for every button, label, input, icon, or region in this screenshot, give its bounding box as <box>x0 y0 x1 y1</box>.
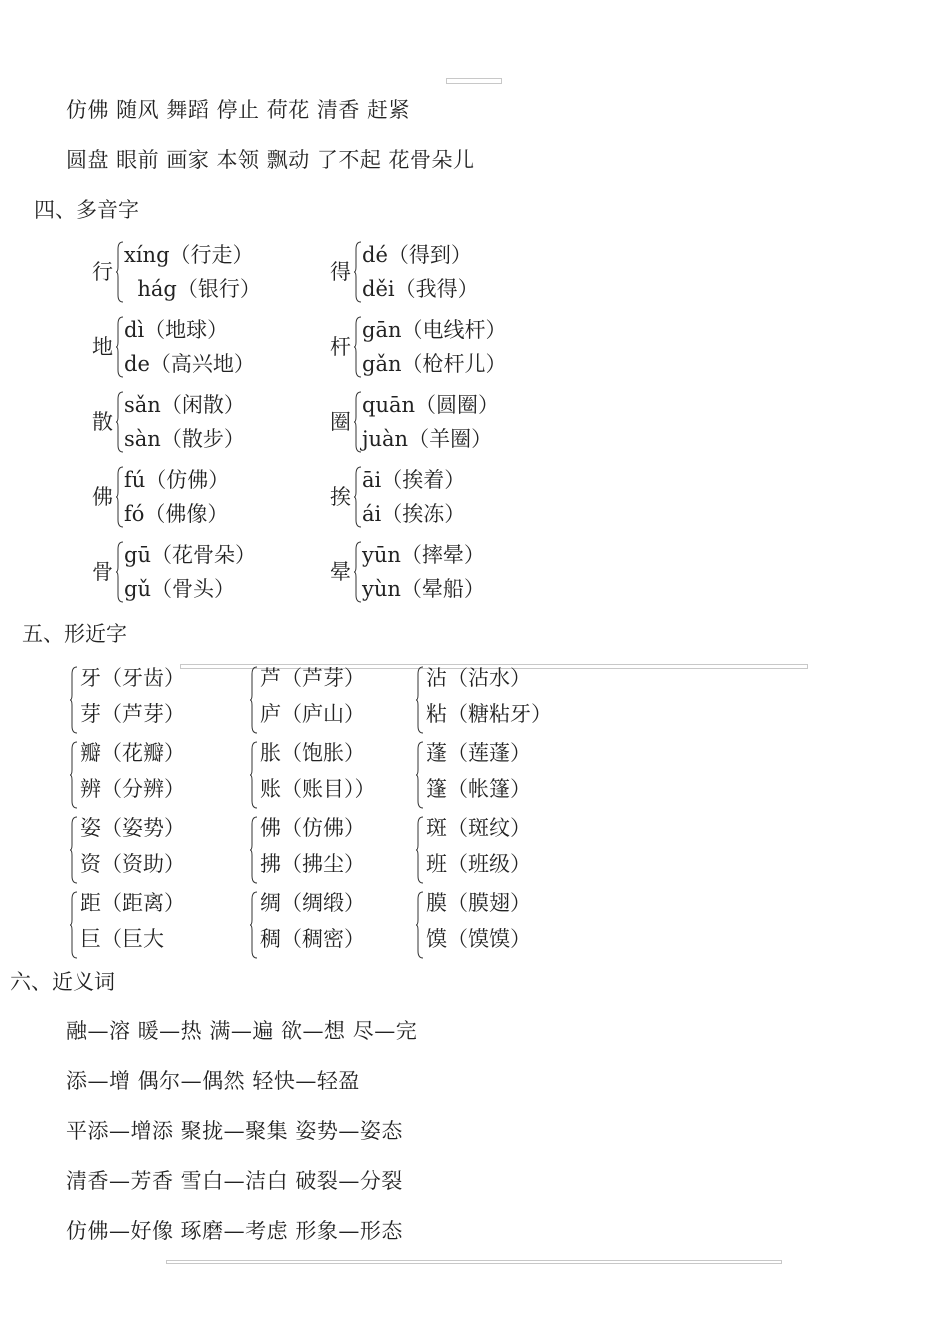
polyphonic-char: 地 <box>92 335 113 359</box>
brace-icon <box>250 741 258 809</box>
pair-line-1: 距（距离） <box>80 891 185 915</box>
reading-2: de（高兴地） <box>124 352 255 376</box>
brace-icon <box>354 466 362 528</box>
polyphonic-char: 散 <box>92 410 113 434</box>
reading-1: fú（仿佛） <box>124 468 230 492</box>
reading-1: gān（电线杆） <box>362 318 507 342</box>
brace-icon <box>416 741 424 809</box>
synonym-row: 清香—芳香 雪白—洁白 破裂—分裂 <box>66 1169 403 1193</box>
pair-line-1: 斑（斑纹） <box>426 816 531 840</box>
reading-2: gǔ（骨头） <box>124 577 235 601</box>
brace-icon <box>416 891 424 959</box>
reading-2: yùn（晕船） <box>362 577 485 601</box>
reading-2: děi（我得） <box>362 277 479 301</box>
synonym-row: 添—增 偶尔—偶然 轻快—轻盈 <box>66 1069 360 1093</box>
reading-1: dé（得到） <box>362 243 472 267</box>
brace-icon <box>354 241 362 303</box>
reading-1: xíng（行走） <box>124 243 254 267</box>
polyphonic-char: 骨 <box>92 560 113 584</box>
synonym-row: 融—溶 暖—热 满—遍 欲—想 尽—完 <box>66 1019 418 1043</box>
brace-icon <box>354 391 362 453</box>
reading-1: dì（地球） <box>124 318 229 342</box>
pair-line-2: 庐（庐山） <box>260 702 365 726</box>
reading-1: yūn（摔晕） <box>362 543 485 567</box>
reading-1: āi（挨着） <box>362 468 466 492</box>
pair-line-1: 绸（绸缎） <box>260 891 365 915</box>
pair-line-1: 芦（芦芽） <box>260 666 365 690</box>
pair-line-1: 姿（姿势） <box>80 816 185 840</box>
pair-line-1: 佛（仿佛） <box>260 816 365 840</box>
brace-icon <box>70 816 78 884</box>
pair-line-1: 蓬（莲蓬） <box>426 741 531 765</box>
section-title-synonyms: 六、近义词 <box>10 970 115 994</box>
brace-icon <box>70 891 78 959</box>
reading-1: quān（圆圈） <box>362 393 500 417</box>
pair-line-2: 稠（稠密） <box>260 927 365 951</box>
divider-top <box>446 78 502 84</box>
pair-line-2: 馍（馍馍） <box>426 927 531 951</box>
reading-2: juàn（羊圈） <box>362 427 493 451</box>
brace-icon <box>116 241 124 303</box>
brace-icon <box>250 666 258 734</box>
polyphonic-char: 晕 <box>330 560 351 584</box>
brace-icon <box>416 666 424 734</box>
brace-icon <box>116 541 124 603</box>
reading-2: ái（挨冻） <box>362 502 466 526</box>
pair-line-1: 膜（膜翅） <box>426 891 531 915</box>
brace-icon <box>354 541 362 603</box>
polyphonic-char: 圈 <box>330 410 351 434</box>
synonym-row: 仿佛—好像 琢磨—考虑 形象—形态 <box>66 1219 403 1243</box>
reading-1: sǎn（闲散） <box>124 393 245 417</box>
brace-icon <box>116 316 124 378</box>
brace-icon <box>250 816 258 884</box>
pair-line-2: 资（资助） <box>80 852 185 876</box>
brace-icon <box>70 741 78 809</box>
pair-line-1: 沾（沾水） <box>426 666 531 690</box>
reading-2: fó（佛像） <box>124 502 229 526</box>
vocab-row-1: 仿佛 随风 舞蹈 停止 荷花 清香 赶紧 <box>66 98 411 122</box>
reading-2: gǎn（枪杆儿） <box>362 352 507 376</box>
polyphonic-char: 佛 <box>92 485 113 509</box>
pair-line-2: 巨（巨大 <box>80 927 164 951</box>
polyphonic-char: 得 <box>330 260 351 284</box>
reading-1: gū（花骨朵） <box>124 543 256 567</box>
pair-line-2: 粘（糖粘牙） <box>426 702 552 726</box>
reading-2: sàn（散步） <box>124 427 245 451</box>
pair-line-2: 辨（分辨） <box>80 777 185 801</box>
vocab-row-2: 圆盘 眼前 画家 本领 飘动 了不起 花骨朵儿 <box>66 148 475 172</box>
synonym-row: 平添—增添 聚拢—聚集 姿势—姿态 <box>66 1119 403 1143</box>
divider-bottom <box>166 1260 782 1264</box>
pair-line-1: 胀（饱胀） <box>260 741 365 765</box>
pair-line-2: 篷（帐篷） <box>426 777 531 801</box>
pair-line-1: 牙（牙齿） <box>80 666 185 690</box>
brace-icon <box>70 666 78 734</box>
pair-line-2: 班（班级） <box>426 852 531 876</box>
brace-icon <box>116 391 124 453</box>
pair-line-1: 瓣（花瓣） <box>80 741 185 765</box>
section-title-similar-chars: 五、形近字 <box>22 622 127 646</box>
reading-2: hág（银行） <box>124 277 261 301</box>
pair-line-2: 账（账目）） <box>260 777 376 801</box>
brace-icon <box>116 466 124 528</box>
pair-line-2: 芽（芦芽） <box>80 702 185 726</box>
polyphonic-char: 杆 <box>330 335 351 359</box>
polyphonic-char: 行 <box>92 260 113 284</box>
brace-icon <box>416 816 424 884</box>
polyphonic-char: 挨 <box>330 485 351 509</box>
brace-icon <box>250 891 258 959</box>
pair-line-2: 拂（拂尘） <box>260 852 365 876</box>
brace-icon <box>354 316 362 378</box>
section-title-polyphonic: 四、多音字 <box>34 198 139 222</box>
